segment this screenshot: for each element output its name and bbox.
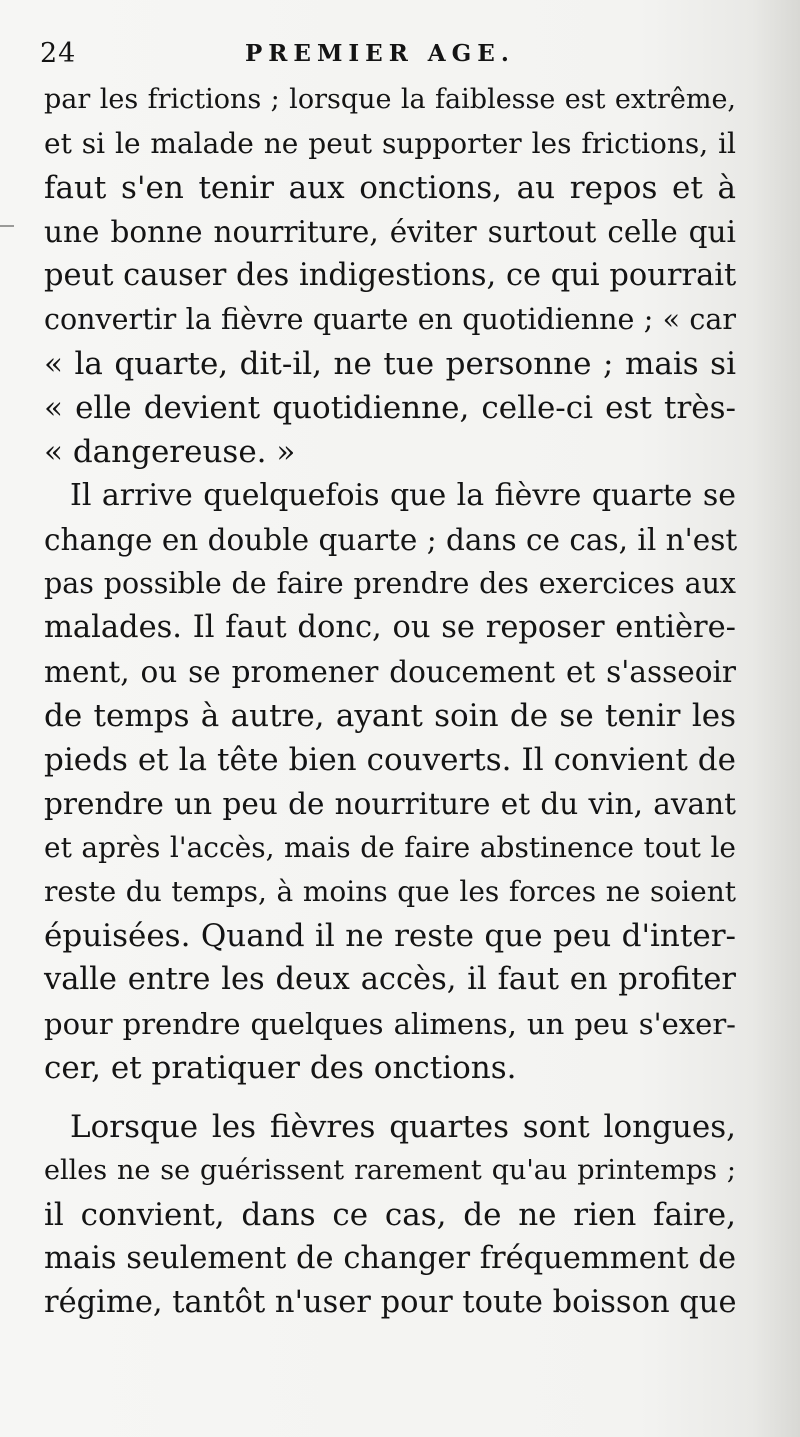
text-line: change en double quarte ; dans ce cas, il n'est [44, 523, 738, 557]
text-line: convertir la fièvre quarte en quotidienne ; « car [44, 303, 736, 336]
text-line: prendre un peu de nourriture et du vin, avant [44, 787, 736, 821]
text-line: « la quarte, dit-il, ne tue personne ; mais si [44, 346, 736, 382]
text-line: reste du temps, à moins que les forces ne soient [44, 875, 736, 908]
text-line: et si le malade ne peut supporter les frictions, il [44, 127, 736, 160]
margin-mark [0, 225, 14, 227]
paragraph-gap [44, 1090, 736, 1105]
text-line: « dangereuse. » [44, 434, 296, 470]
text-line: une bonne nourriture, éviter surtout celle qui [44, 215, 736, 249]
text-line: cer, et pratiquer des onctions. [44, 1050, 517, 1086]
text-line: de temps à autre, ayant soin de se tenir les [44, 698, 736, 734]
text-line: « elle devient quotidienne, celle-ci est très- [44, 390, 736, 426]
page-header [40, 34, 740, 74]
text-line: valle entre les deux accès, il faut en profiter [44, 962, 736, 997]
text-line: épuisées. Quand il ne reste que peu d'inter- [44, 918, 736, 954]
text-line: faut s'en tenir aux onctions, au repos et à [44, 170, 736, 206]
paragraph-2 [44, 474, 736, 1090]
page-number: 24 [40, 38, 77, 69]
text-line: elles ne se guérissent rarement qu'au printemps ; [44, 1155, 736, 1186]
text-line: il convient, dans ce cas, de ne rien faire, [44, 1197, 736, 1233]
text-line: par les frictions ; lorsque la faiblesse est extrême, [44, 84, 736, 115]
running-title: PREMIER AGE. [245, 40, 515, 67]
text-line: mais seulement de changer fréquemment de [44, 1241, 736, 1276]
text-line: ment, ou se promener doucement et s'asseoir [44, 655, 736, 689]
text-line: Lorsque les fièvres quartes sont longues, [70, 1109, 736, 1145]
paragraph-3 [44, 1105, 736, 1325]
text-line: pieds et la tête bien couverts. Il convient de [44, 742, 736, 778]
body-text [44, 78, 736, 1325]
text-line: Il arrive quelquefois que la fièvre quarte se [70, 478, 736, 513]
text-line: et après l'accès, mais de faire abstinence tout le [44, 831, 736, 864]
text-line: pas possible de faire prendre des exercices aux [44, 567, 736, 600]
paragraph-1 [44, 78, 736, 474]
text-line: régime, tantôt n'user pour toute boisson que [44, 1285, 737, 1320]
text-line: malades. Il faut donc, ou se reposer entière- [44, 610, 736, 645]
text-line: pour prendre quelques alimens, un peu s'exer- [44, 1007, 736, 1041]
text-line: peut causer des indigestions, ce qui pourrait [44, 258, 737, 293]
